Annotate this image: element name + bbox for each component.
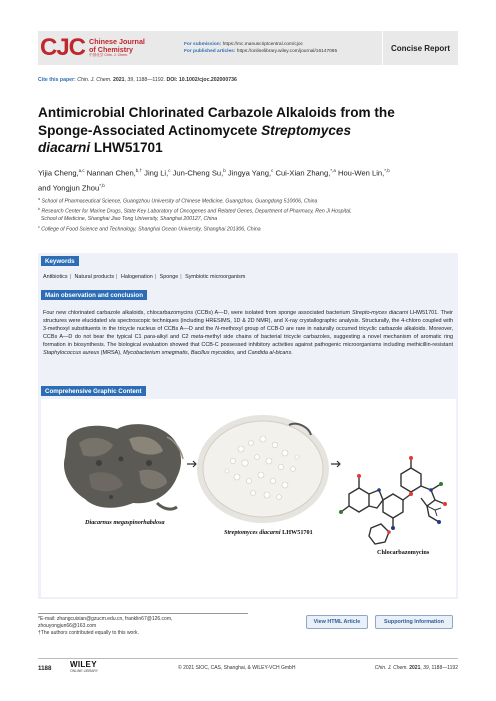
graphical-abstract xyxy=(41,399,456,597)
supporting-information-button[interactable]: Supporting Information xyxy=(375,615,453,629)
journal-links: For submission: https://mc.manuscriptcentral.com/cjoc For published articles: https://onlinelibrary.wiley.com/journal/16147065 xyxy=(184,41,338,54)
view-html-article-button[interactable]: View HTML Article xyxy=(306,615,368,629)
journal-header xyxy=(38,31,458,65)
journal-name-line1: Chinese Journal xyxy=(89,37,145,47)
journal-name-cn: 中国化学 Chin. J. Chem. xyxy=(89,53,129,58)
article-title: Antimicrobial Chlorinated Carbazole Alkaloids from the Sponge-Associated Actinomycete Streptomyces diacarni LHW51701 xyxy=(38,105,395,155)
citation-line: Cite this paper: Chin. J. Chem. 2021, 39, 1188—1192. DOI: 10.1002/cjoc.202000736 xyxy=(38,77,237,83)
abstract-text: Four new chlorinated carbazole alkaloids, chlocarbazomycins (CCBs) A—D, were isolated from sponge associated bacterium Strepto-myces diacarni LHW51701. Their structures were elucidated via spectroscopic techniques (including HRESIMS, 1D & 2D NMR), and X-ray crystallographic analysis. Structurally, the 4-chloro coupled with 3-methoxyl substituents in the tricycle nucleus of CCBs A—D and the N-methoxyl group of CCB-D are rare in naturally occurred tricyclic carbazole alkaloids. Moreover, CCBs A—D do not bear the typical C1 para-alkyl and C2 meta-methyl side chains of bacterial tricycle carbazoles, suggesting a novel mechanism of aromatic ring formation in biosynthesis. The biological evaluation showed that CCB-C possessed inhibitory activities against pathogenic microorganisms including methicillin-resistant Staphylococcus aureus (MRSA), Mycobacterium smegmatis, Bacillus mycoides, and Candida al-bicans. xyxy=(43,310,454,357)
petri-dish-image xyxy=(193,411,333,526)
wiley-logo: WILEY ONLINE LIBRARY xyxy=(70,660,99,673)
keyword: Natural products xyxy=(74,274,115,280)
journal-name-line2: of Chemistry xyxy=(89,44,133,54)
footnotes: *E-mail: zhangcuixian@gzucm.edu.cn, franklin67@126.com, zhouyongjun66@163.com †The authors contributed equally to this work. xyxy=(38,616,173,636)
keyword: Antibiotics xyxy=(43,274,68,280)
copyright: © 2021 SIOC, CAS, Shanghai, & WILEY-VCH GmbH xyxy=(178,665,296,671)
doi-link[interactable]: DOI: 10.1002/cjoc.202000736 xyxy=(166,77,237,83)
molecule-structures-image xyxy=(331,454,456,562)
affiliations: $^a$ School of Pharmaceutical Science, Guangzhou University of Chinese Medicine, Guangzhou, Guangdong 510006, China $^b$ Research Center for Marine Drugs, State Key Laboratory of Oncogenes and Related Genes, Department of Pharmacy, Ren Ji Hospital, School of Medicine, Shanghai Jiao Tong University, Shanghai 200127, China $^c$ College of Food Science and Technology, Shanghai Ocean University, Shanghai 201306, China xyxy=(38,197,352,233)
caption-molecules: Chlocarbazomycins xyxy=(377,549,430,556)
graphic-heading: Comprehensive Graphic Content xyxy=(41,386,146,396)
published-link[interactable]: https://onlinelibrary.wiley.com/journal/16147065 xyxy=(236,49,338,54)
journal-reference: Chin. J. Chem. 2021, 39, 1188—1192 xyxy=(374,665,458,671)
keyword-list: Antibiotics | Natural products | Halogenation | Sponge | Symbiotic microorganism xyxy=(43,274,246,280)
caption-strain: Streptomyces diacarni LHW51701 xyxy=(224,529,313,536)
keywords-heading: Keywords xyxy=(41,256,79,266)
abstract-panel xyxy=(38,253,458,599)
caption-sponge: Diacarnus megaspinorhabdosa xyxy=(85,519,165,526)
footer-divider xyxy=(38,658,458,659)
author-list: Yijia Cheng,$^{a,c}$ Nannan Chen,$^{b,\dagger}$ Jing Li,$^c$ Jun-Cheng Su,$^b$ Jingya Yang,$^c$ Cui-Xian Zhang,$^{*,a}$ Hou-Wen Lin,$^{*,b}$ and Yongjun Zhou$^{*,b}$ xyxy=(38,168,390,193)
keyword: Halogenation xyxy=(120,274,153,280)
article-type: Concise Report xyxy=(382,31,458,65)
submission-link[interactable]: https://mc.manuscriptcentral.com/cjoc xyxy=(222,41,303,47)
footnote-divider xyxy=(38,613,248,614)
page-number: 1188 xyxy=(38,665,52,672)
sponge-specimen-image xyxy=(59,419,189,514)
journal-logo xyxy=(38,31,174,65)
keyword: Sponge xyxy=(159,274,179,280)
main-observation-heading: Main observation and conclusion xyxy=(41,290,147,300)
keyword: Symbiotic microorganism xyxy=(185,274,246,280)
logo-mark: CJC xyxy=(40,34,86,61)
